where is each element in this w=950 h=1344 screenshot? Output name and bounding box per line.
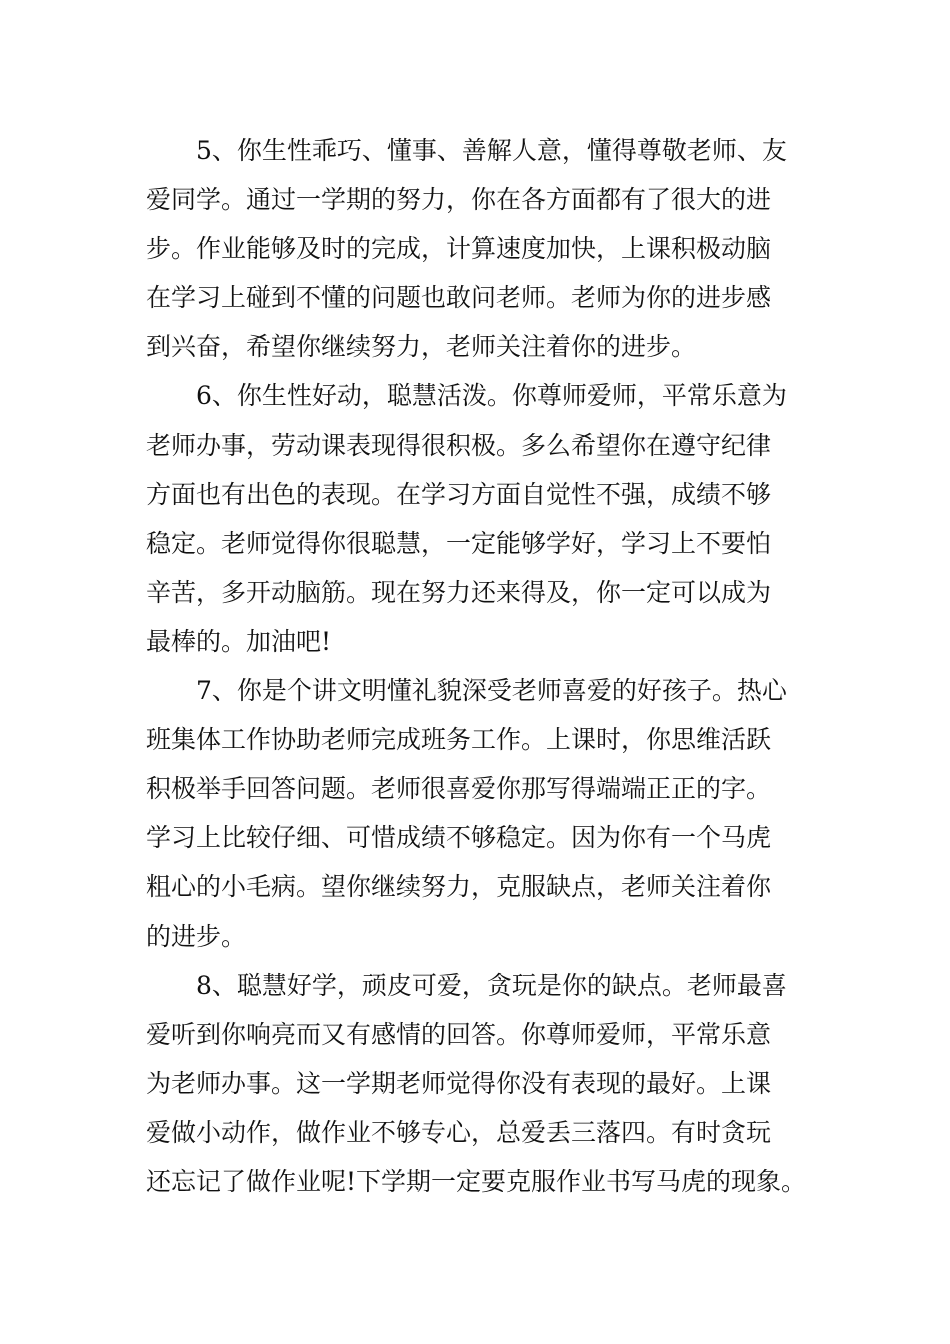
text-line: 6、你生性好动，聪慧活泼。你尊师爱师，平常乐意为 — [196, 381, 787, 411]
text-line: 为老师办事。这一学期老师觉得你没有表现的最好。上课 — [146, 1068, 772, 1098]
paragraph-6 — [146, 371, 808, 666]
text-line: 在学习上碰到不懂的问题也敢问老师。老师为你的进步感 — [146, 283, 772, 313]
text-line: 爱同学。通过一学期的努力，你在各方面都有了很大的进 — [146, 185, 772, 215]
text-line: 方面也有出色的表现。在学习方面自觉性不强，成绩不够 — [146, 479, 772, 509]
text-line: 最棒的。加油吧! — [146, 626, 332, 656]
paragraph-7 — [146, 666, 808, 961]
text-line: 粗心的小毛病。望你继续努力，克服缺点，老师关注着你 — [146, 872, 772, 902]
text-line: 学习上比较仔细、可惜成绩不够稳定。因为你有一个马虎 — [146, 823, 772, 853]
text-line: 积极举手回答问题。老师很喜爱你那写得端端正正的字。 — [146, 774, 772, 804]
text-line: 稳定。老师觉得你很聪慧，一定能够学好，学习上不要怕 — [146, 528, 772, 558]
text-line: 爱听到你响亮而又有感情的回答。你尊师爱师，平常乐意 — [146, 1019, 772, 1049]
text-line: 到兴奋，希望你继续努力，老师关注着你的进步。 — [146, 332, 697, 362]
text-line: 辛苦，多开动脑筋。现在努力还来得及，你一定可以成为 — [146, 577, 772, 607]
text-line: 的进步。 — [146, 921, 247, 951]
text-line: 老师办事，劳动课表现得很积极。多么希望你在遵守纪律 — [146, 430, 772, 460]
paragraph-8 — [146, 961, 808, 1206]
text-line: 班集体工作协助老师完成班务工作。上课时，你思维活跃 — [146, 725, 772, 755]
paragraph-5 — [146, 126, 808, 371]
text-line: 7、你是个讲文明懂礼貌深受老师喜爱的好孩子。热心 — [196, 676, 787, 706]
text-line: 爱做小动作，做作业不够专心，总爱丢三落四。有时贪玩 — [146, 1117, 772, 1147]
text-line: 还忘记了做作业呢!下学期一定要克服作业书写马虎的现象。 — [146, 1166, 807, 1196]
document-body — [146, 126, 808, 1206]
text-line: 5、你生性乖巧、懂事、善解人意，懂得尊敬老师、友 — [196, 136, 787, 165]
text-line: 步。作业能够及时的完成，计算速度加快，上课积极动脑 — [146, 234, 772, 264]
text-line: 8、聪慧好学，顽皮可爱，贪玩是你的缺点。老师最喜 — [196, 970, 787, 1000]
